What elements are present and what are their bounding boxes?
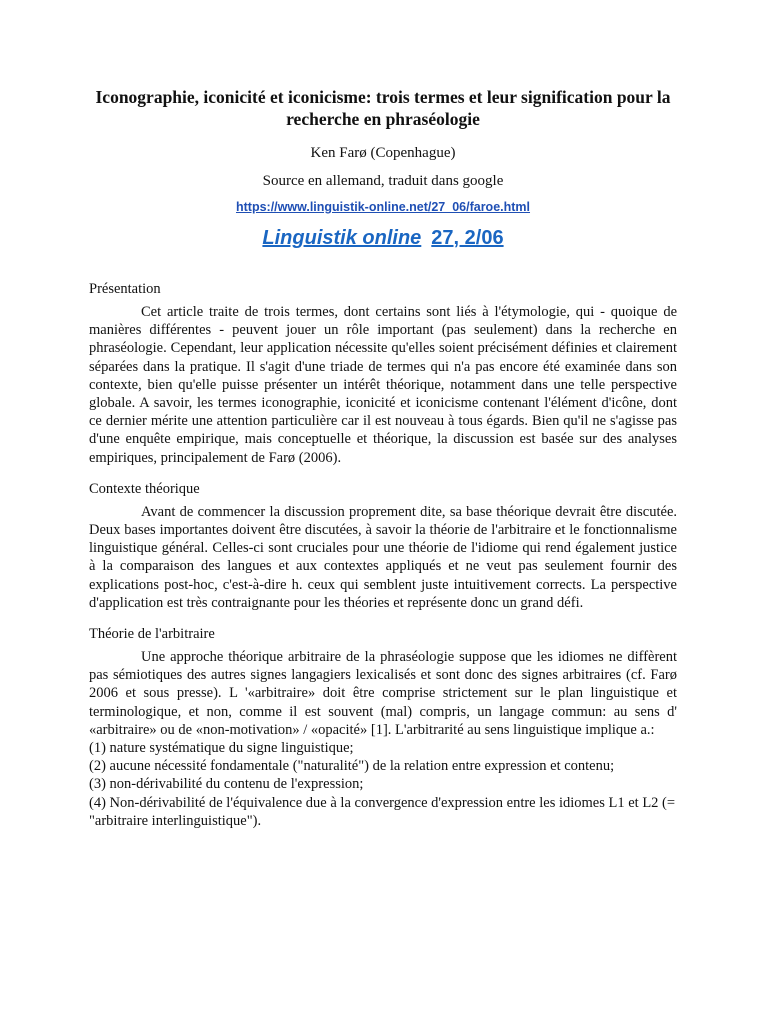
document-page <box>89 86 677 830</box>
list-item: (1) nature systématique du signe linguistique; <box>89 740 354 757</box>
journal-reference <box>89 227 677 250</box>
section-heading-presentation: Présentation <box>89 281 161 297</box>
journal-issue-link[interactable]: 27, 2/06 <box>431 227 504 249</box>
paragraph-contexte: Avant de commencer la discussion proprement dite, sa base théorique devrait être discutée. Deux bases importantes doivent être discutées, à savoir la théorie de l'arbitraire et le fonctionnalisme linguistique général. Celles-ci sont cruciales pour une théorie de l'idiome qui rend également justice à la comparaison des langues et aux contextes appliqués et ne veut pas seulement fournir des explications post-hoc, c'est-à-dire h. ceux qui semblent juste intuitivement corrects. La perspective d'application est très contraignante pour les théories et représente donc un grand défi. <box>89 503 677 611</box>
journal-name-link[interactable]: Linguistik online <box>262 227 422 249</box>
list-item: (2) aucune nécessité fondamentale ("naturalité") de la relation entre expression et contenu; <box>89 758 615 775</box>
paragraph-arbitraire: Une approche théorique arbitraire de la phraséologie suppose que les idiomes ne diffèrent pas sémiotiques des autres signes langagiers lexicalisés et sont donc des signes arbitraires (cf. Farø 2006 et sous presse). L '«arbitraire» doit être comprise strictement sur le plan linguistique et terminologique, et non, comme il est souvent (mal) compris, un langage commun: au sens d' «arbitraire» ou de «non-motivation» / «opacité» [1]. L'arbitrarité au sens linguistique implique a.: <box>89 649 677 738</box>
author-line: Ken Farø (Copenhague) <box>310 145 456 161</box>
source-url-link[interactable]: https://www.linguistik-online.net/27_06/faroe.html <box>235 200 531 214</box>
document-title: Iconographie, iconicité et iconicisme: trois termes et leur signification pour la recherche en phraséologie <box>95 87 671 129</box>
paragraph-presentation: Cet article traite de trois termes, dont certains sont liés à l'étymologie, qui - quoique de manières différentes - peuvent jouer un rôle important (pas seulement) dans la recherche en phraséologie. Cependant, leur application nécessite qu'elles soient précisément définies et clairement séparées dans la pratique. Il s'agit d'une triade de termes qui n'a pas encore été examinée dans son contexte, bien qu'elle puisse présenter un intérêt théorique, notamment dans une telle perspective globale. A savoir, les termes iconographie, iconicité et iconicisme contenant l'élément d'icône, dont ce dernier mérite une attention particulière car il est nouveau à tous égards. Bien qu'il ne s'agisse pas d'une enquête empirique, mais conceptuelle et théorique, la discussion est basée sur des analyses empiriques, principalement de Farø (2006). <box>89 304 677 466</box>
list-item: (4) Non-dérivabilité de l'équivalence due à la convergence d'expression entre les idiomes L1 et L2 (= "arbitraire interlinguistique"). <box>89 794 676 829</box>
source-note: Source en allemand, traduit dans google <box>262 173 504 189</box>
section-heading-contexte: Contexte théorique <box>89 480 200 497</box>
list-item: (3) non-dérivabilité du contenu de l'expression; <box>89 776 364 793</box>
section-heading-arbitraire: Théorie de l'arbitraire <box>89 626 215 643</box>
